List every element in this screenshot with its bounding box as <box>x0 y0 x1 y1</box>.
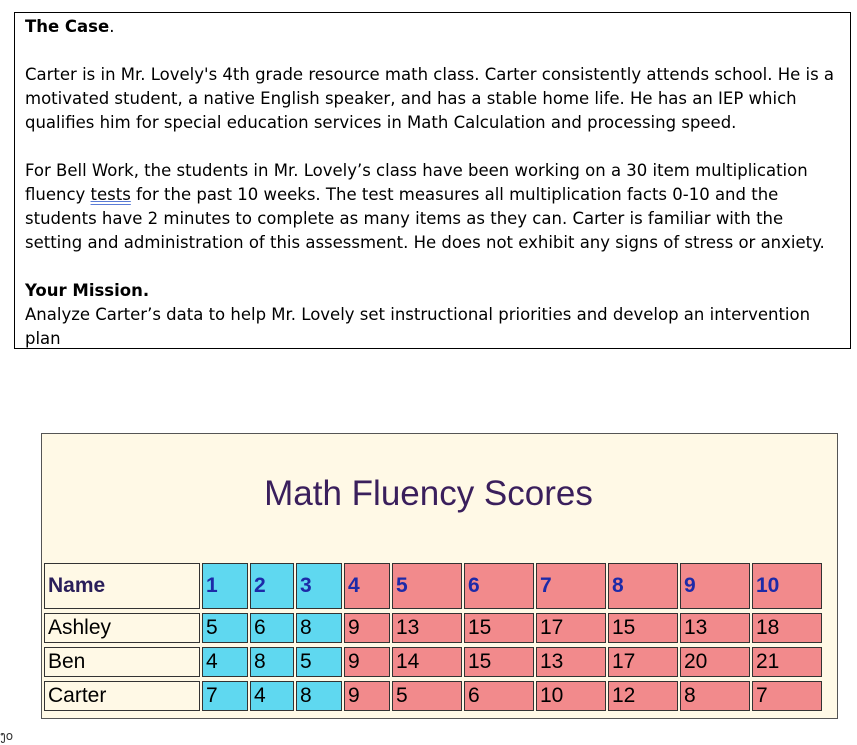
name-header: Name <box>44 563 200 609</box>
score-cell: 21 <box>752 647 822 677</box>
case-title-punct: . <box>109 17 115 36</box>
score-cell: 12 <box>608 681 678 711</box>
case-paragraph-2-text-a: For Bell Work, the students in Mr. Lovely’s class have been working on a 30 item multiplication fluency <box>25 161 808 204</box>
score-cell: 6 <box>464 681 534 711</box>
week-header: 1 <box>202 563 248 609</box>
cropped-text-fragment: ງo <box>0 729 14 743</box>
score-cell: 9 <box>344 647 390 677</box>
table-row <box>44 681 822 711</box>
case-paragraph-2-text-b: for the past 10 weeks. The test measures all multiplication facts 0-10 and the students have 2 minutes to complete as many items as they can. Carter is familiar with the setting and administration of this assessment. He does not exhibit any signs of stress or anxiety. <box>25 185 825 252</box>
table-row <box>44 613 822 643</box>
score-cell: 15 <box>608 613 678 643</box>
score-cell: 13 <box>536 647 606 677</box>
score-cell: 14 <box>392 647 462 677</box>
student-name: Ashley <box>44 613 200 643</box>
case-box <box>14 12 851 349</box>
week-header: 3 <box>296 563 342 609</box>
score-cell: 8 <box>296 681 342 711</box>
scores-title: Math Fluency Scores <box>264 474 593 513</box>
table-header-row <box>44 563 822 609</box>
score-cell: 4 <box>202 647 248 677</box>
score-cell: 17 <box>536 613 606 643</box>
week-header: 2 <box>250 563 294 609</box>
case-paragraph-2 <box>25 159 840 255</box>
week-header: 6 <box>464 563 534 609</box>
week-header: 5 <box>392 563 462 609</box>
score-cell: 4 <box>250 681 294 711</box>
week-header: 8 <box>608 563 678 609</box>
score-cell: 6 <box>250 613 294 643</box>
mission-text: Analyze Carter’s data to help Mr. Lovely set instructional priorities and develop an intervention plan <box>25 305 811 348</box>
score-cell: 7 <box>752 681 822 711</box>
score-cell: 9 <box>344 613 390 643</box>
score-cell: 7 <box>202 681 248 711</box>
score-cell: 8 <box>250 647 294 677</box>
student-name: Ben <box>44 647 200 677</box>
week-header: 7 <box>536 563 606 609</box>
score-cell: 8 <box>680 681 750 711</box>
score-cell: 15 <box>464 613 534 643</box>
score-cell: 15 <box>464 647 534 677</box>
week-header: 4 <box>344 563 390 609</box>
score-cell: 10 <box>536 681 606 711</box>
scores-table <box>42 559 824 715</box>
score-cell: 20 <box>680 647 750 677</box>
week-header: 10 <box>752 563 822 609</box>
spellcheck-flagged-word[interactable]: tests <box>90 185 131 204</box>
table-row <box>44 647 822 677</box>
score-cell: 17 <box>608 647 678 677</box>
case-paragraph-1: Carter is in Mr. Lovely's 4th grade resource math class. Carter consistently attends school. He is a motivated student, a native English speaker, and has a stable home life. He has an IEP which qualifies him for special education services in Math Calculation and processing speed. <box>25 65 835 132</box>
mission-title: Your Mission. <box>25 281 150 300</box>
score-cell: 9 <box>344 681 390 711</box>
score-cell: 5 <box>296 647 342 677</box>
case-title: The Case <box>25 17 110 36</box>
score-cell: 18 <box>752 613 822 643</box>
score-cell: 5 <box>202 613 248 643</box>
score-cell: 13 <box>392 613 462 643</box>
score-cell: 13 <box>680 613 750 643</box>
week-header: 9 <box>680 563 750 609</box>
score-cell: 8 <box>296 613 342 643</box>
score-cell: 5 <box>392 681 462 711</box>
student-name: Carter <box>44 681 200 711</box>
